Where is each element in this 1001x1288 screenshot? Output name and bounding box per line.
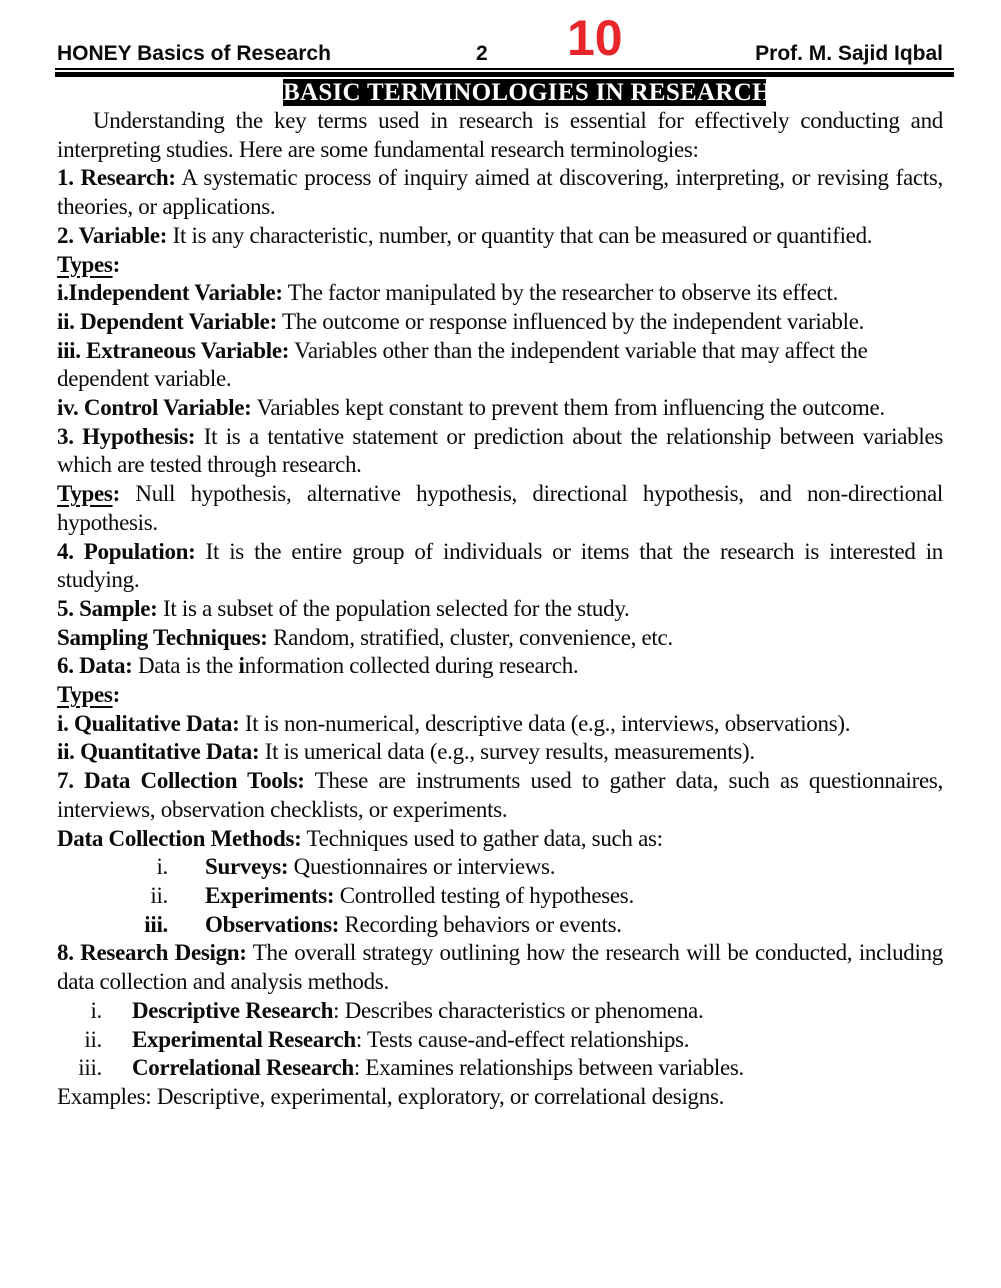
- research-design-definition: [57, 939, 943, 996]
- text-run: Techniques used to gather data, such as:: [301, 825, 663, 851]
- intro-paragraph: [57, 107, 943, 164]
- data-types-heading: [57, 681, 943, 710]
- independent-variable: [57, 279, 943, 308]
- text-run: These are instruments used to gather data, such as questionnaires, interviews, observation checklists, or experiments.: [57, 768, 943, 822]
- list-item-text: [132, 1026, 689, 1055]
- text-run: :: [112, 251, 120, 277]
- list-item-text: [132, 997, 703, 1026]
- text-run: It is the entire group of individuals or items that the research is interested in studying.: [57, 538, 943, 593]
- population-definition: [57, 538, 943, 595]
- list-marker: iii.: [78, 1055, 102, 1081]
- text-run: It is non-numerical, descriptive data (e.g., interviews, observations).: [239, 710, 851, 736]
- header-divider-rule: [55, 68, 954, 77]
- text-run: ii. Dependent Variable:: [57, 308, 277, 334]
- method-experiments: [57, 882, 943, 911]
- text-run: Questionnaires or interviews.: [288, 854, 556, 880]
- design-examples: [57, 1083, 943, 1112]
- document-body: [57, 107, 943, 1112]
- text-run: Null hypothesis, alternative hypothesis, directional hypothesis, and non-directional hypothesis.: [57, 481, 943, 535]
- text-run: Correlational Research: [132, 1055, 354, 1081]
- list-item-text: [205, 853, 555, 882]
- text-run: 3. Hypothesis:: [57, 423, 196, 449]
- text-run: Controlled testing of hypotheses.: [334, 882, 634, 908]
- header-professor-name: Prof. M. Sajid Iqbal: [755, 42, 943, 65]
- text-run: It is any characteristic, number, or quantity that can be measured or quantified.: [167, 222, 873, 248]
- method-surveys: [57, 853, 943, 882]
- header-marks-number: 10: [567, 10, 623, 66]
- method-observations: [57, 911, 943, 940]
- text-run: Types: [57, 251, 113, 277]
- quantitative-data: [57, 738, 943, 767]
- text-run: 6. Data:: [57, 653, 133, 679]
- extraneous-variable: [57, 337, 943, 394]
- list-marker: i.: [90, 997, 102, 1023]
- text-run: Recording behaviors or events.: [339, 911, 622, 937]
- data-definition: [57, 652, 943, 681]
- text-run: :: [112, 682, 120, 708]
- text-run: The overall strategy outlining how the research will be conducted, including data collection and analysis methods.: [57, 940, 943, 995]
- text-run: Experiments:: [205, 882, 335, 908]
- list-item-text: [132, 1054, 744, 1083]
- text-run: Descriptive Research: [132, 997, 334, 1023]
- text-run: : Describes characteristics or phenomena.: [333, 997, 704, 1023]
- text-run: Random, stratified, cluster, convenience, etc.: [267, 624, 673, 650]
- hypothesis-types: [57, 480, 943, 537]
- text-run: 1. Research:: [57, 165, 176, 191]
- text-run: Experimental Research: [132, 1026, 356, 1052]
- text-run: ii. Quantitative Data:: [57, 739, 260, 765]
- list-item-text: [205, 882, 634, 911]
- control-variable: [57, 394, 943, 423]
- text-run: 8. Research Design:: [57, 940, 247, 966]
- text-run: Variables kept constant to prevent them from influencing the outcome.: [251, 395, 885, 421]
- text-run: It is a tentative statement or prediction about the relationship between variables which are tested through research.: [57, 423, 944, 478]
- text-run: Sampling Techniques:: [57, 624, 268, 650]
- qualitative-data: [57, 710, 943, 739]
- header-page-number: 2: [476, 42, 488, 65]
- text-run: It is umerical data (e.g., survey results, measurements).: [259, 739, 755, 765]
- text-run: 4. Population:: [57, 538, 196, 564]
- text-run: i.Independent Variable:: [57, 280, 283, 306]
- sampling-techniques: [57, 624, 943, 653]
- dependent-variable: [57, 308, 943, 337]
- text-run: 5. Sample:: [57, 595, 158, 621]
- text-run: : Tests cause-and-effect relationships.: [355, 1026, 690, 1052]
- header-course-title: HONEY Basics of Research: [57, 42, 331, 65]
- list-marker: i.: [156, 854, 168, 880]
- text-run: i. Qualitative Data:: [57, 710, 240, 736]
- design-descriptive: [57, 997, 943, 1026]
- list-marker: iii.: [144, 911, 168, 937]
- text-run: Types: [57, 682, 113, 708]
- text-run: Types: [57, 481, 113, 507]
- text-run: Observations:: [205, 911, 340, 937]
- text-run: 7. Data Collection Tools:: [57, 768, 305, 794]
- text-run: iii. Extraneous Variable:: [57, 337, 290, 363]
- variable-types-heading: [57, 251, 943, 280]
- text-run: Examples: Descriptive, experimental, exploratory, or correlational designs.: [57, 1083, 725, 1109]
- variable-definition: [57, 222, 943, 251]
- section-title-banner: BASIC TERMINOLOGIES IN RESEARCH: [283, 79, 772, 106]
- text-run: : Examines relationships between variables.: [353, 1055, 744, 1081]
- text-run: :: [112, 481, 120, 507]
- text-run: iv. Control Variable:: [57, 395, 252, 421]
- design-correlational: [57, 1054, 943, 1083]
- text-run: Variables other than the independent variable that may affect the dependent variable.: [57, 337, 868, 392]
- hypothesis-definition: [57, 423, 943, 480]
- text-run: The factor manipulated by the researcher to observe its effect.: [282, 280, 839, 306]
- sample-definition: [57, 595, 943, 624]
- design-experimental: [57, 1026, 943, 1055]
- data-collection-tools: [57, 767, 943, 824]
- text-run: Data Collection Methods:: [57, 825, 302, 851]
- text-run: Surveys:: [205, 854, 289, 880]
- text-run: Data is the: [132, 653, 239, 679]
- research-definition: [57, 164, 943, 221]
- list-marker: ii.: [84, 1026, 102, 1052]
- text-run: 2. Variable:: [57, 222, 168, 248]
- data-collection-methods: [57, 825, 943, 854]
- text-run: Understanding the key terms used in research is essential for effectively conducting and interpreting studies. Here are some fundamental research terminologies:: [57, 108, 943, 162]
- page-header: [0, 0, 1001, 68]
- text-run: A systematic process of inquiry aimed at discovering, interpreting, or revising facts, theories, or applications.: [57, 165, 943, 220]
- list-item-text: [205, 911, 622, 940]
- text-run: It is a subset of the population selected for the study.: [157, 595, 630, 621]
- text-run: i: [238, 653, 245, 679]
- list-marker: ii.: [150, 882, 168, 908]
- text-run: nformation collected during research.: [244, 653, 579, 679]
- text-run: The outcome or response influenced by the independent variable.: [276, 308, 865, 334]
